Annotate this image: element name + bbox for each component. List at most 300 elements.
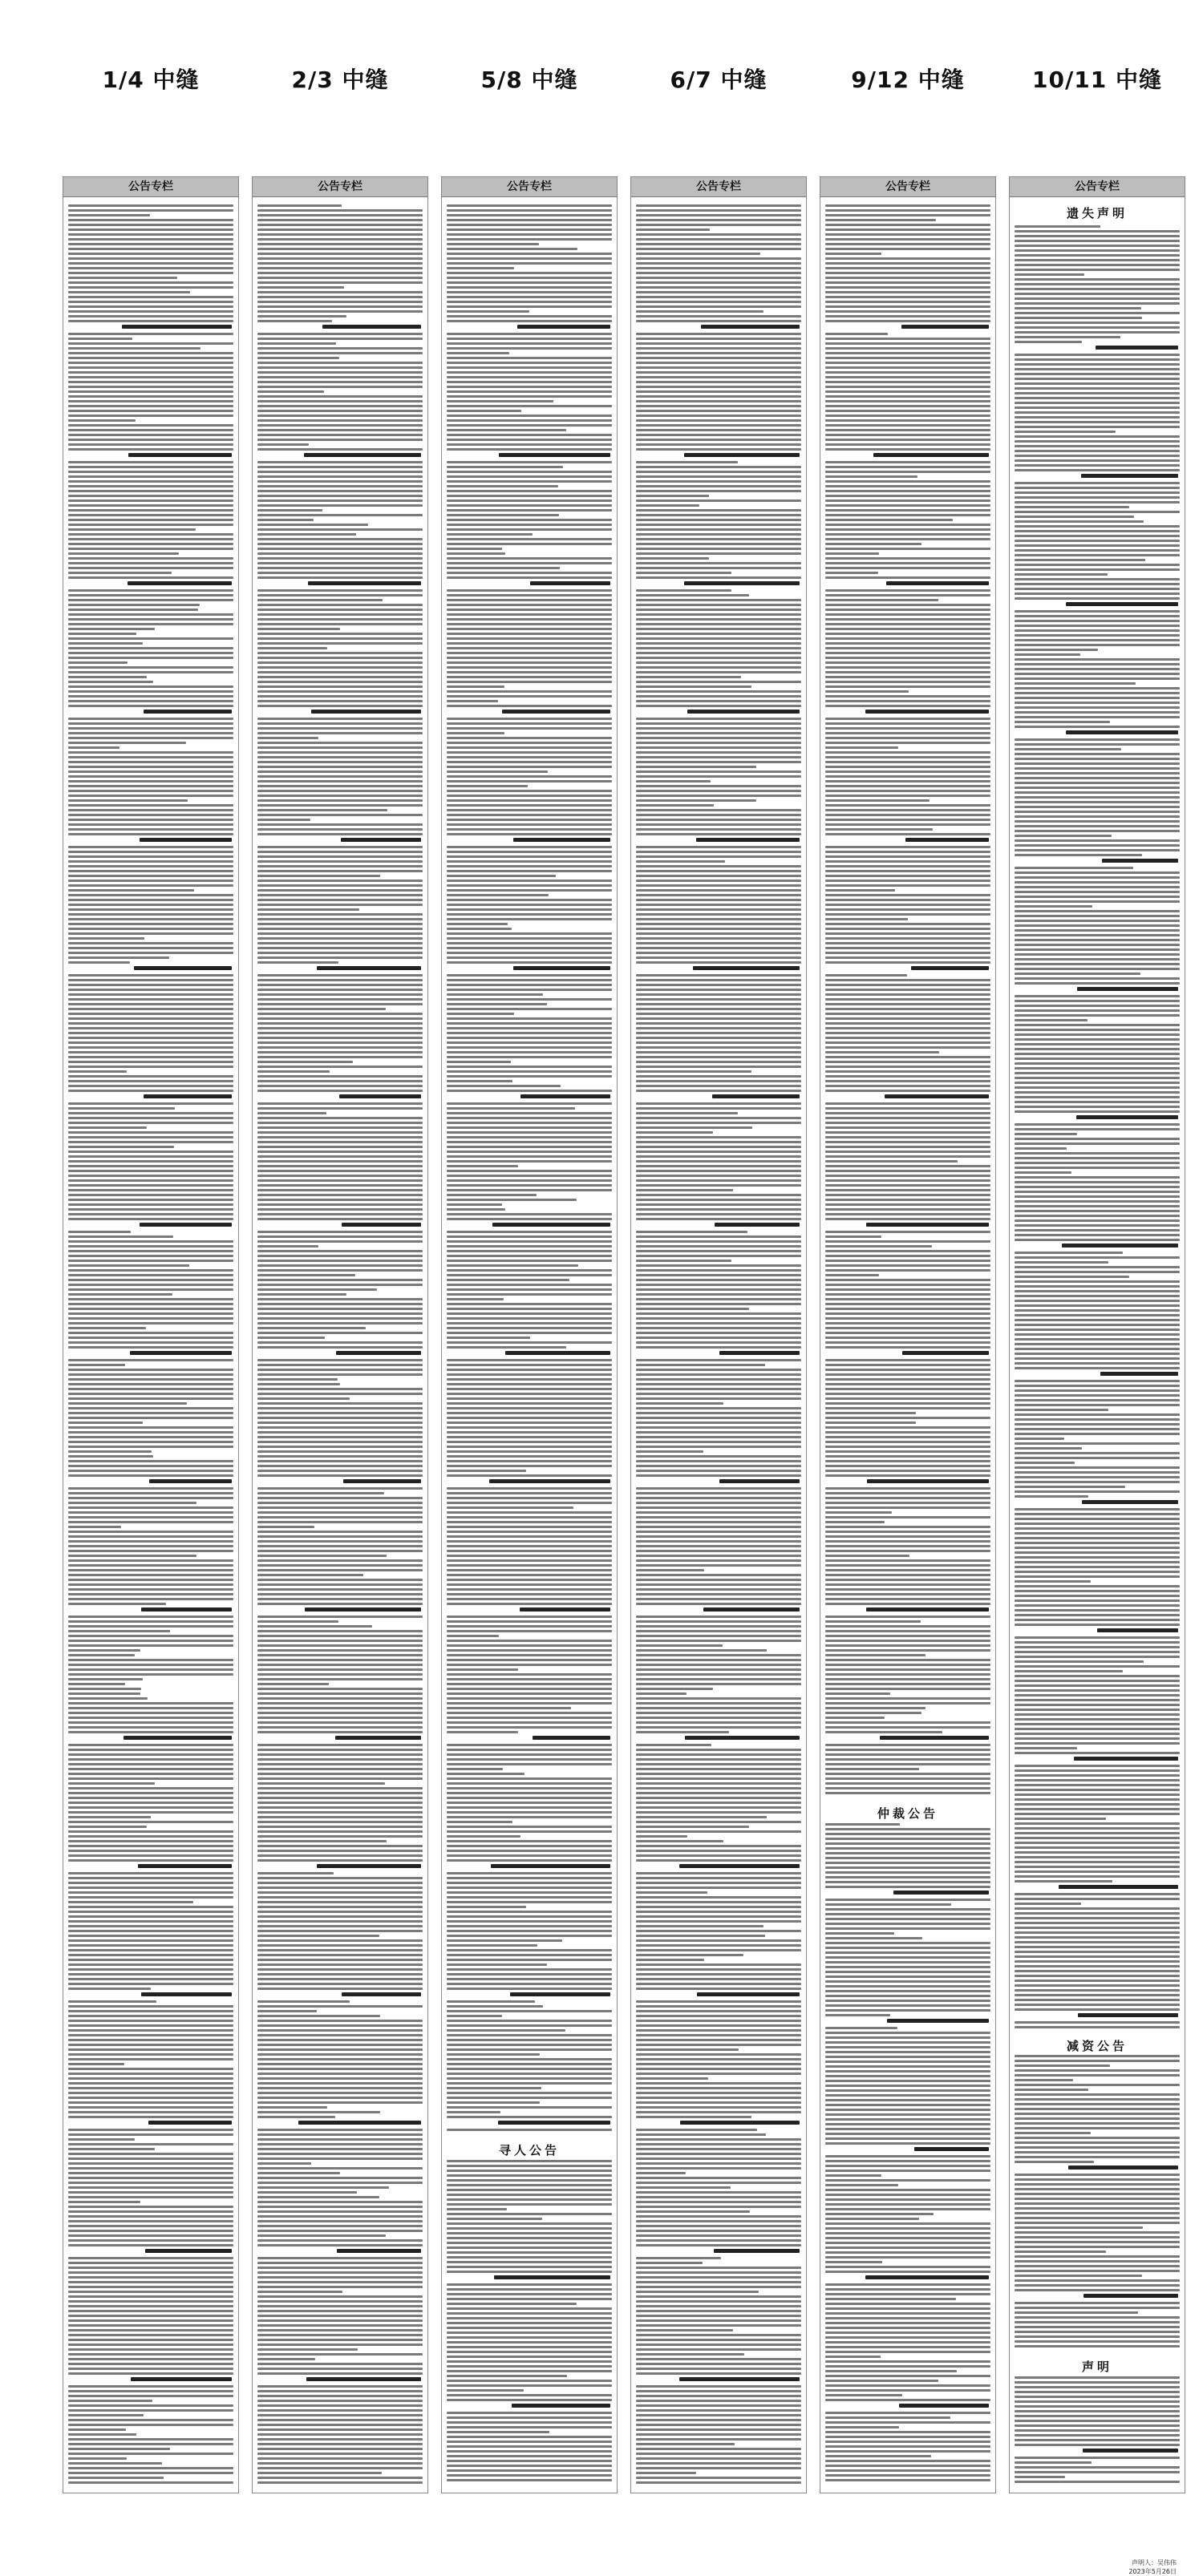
text-line [1015,1513,1180,1515]
text-line [447,1988,612,1990]
text-line [636,2390,801,2392]
text-line [636,448,801,451]
text-line [636,490,801,492]
text-line [447,2455,612,2457]
text-line [257,875,380,877]
text-line [68,1107,175,1110]
text-line [1015,1033,1180,1036]
text-line [636,722,801,725]
text-line [1015,2236,1180,2238]
text-line [68,2438,233,2441]
text-line [825,1022,990,1025]
text-line [636,1988,801,1990]
text-line [257,1678,423,1680]
text-line [636,557,709,560]
text-line [1015,511,1180,513]
text-line [636,499,801,502]
text-line [825,2303,990,2305]
text-line [825,833,990,835]
text-line [636,1555,801,1557]
text-line [257,2329,423,2331]
text-line [447,1194,537,1196]
text-line [447,1388,612,1390]
text-line [68,705,233,707]
notice-heading-mark [684,453,800,457]
text-line [447,1920,612,1923]
text-line [825,2060,990,2063]
text-line [636,1117,801,1119]
text-line [1015,1665,1180,1668]
text-line [636,2400,801,2402]
text-line [636,1264,801,1267]
text-line [257,676,423,678]
text-line [825,809,990,811]
text-line [1015,706,1180,709]
text-line [636,434,801,436]
text-line [447,1160,612,1163]
notice-heading-mark [714,2249,800,2253]
text-line [636,855,801,858]
text-line [68,1126,147,1129]
text-line [257,2300,423,2303]
text-line [257,1165,423,1167]
text-line [257,1978,423,1980]
text-line [68,214,150,216]
text-line [636,1061,801,1063]
text-line [636,376,801,378]
text-line [1015,1224,1180,1227]
text-line [1015,2055,1180,2057]
text-line [257,410,423,412]
text-line [1015,1304,1180,1307]
text-line [825,2203,990,2206]
text-line [636,1930,801,1932]
text-line [825,932,990,935]
notice-heading-mark [502,710,610,714]
text-line [68,1426,233,1429]
text-line [1015,1385,1180,1387]
text-line [636,961,801,964]
text-line [1015,1271,1180,1273]
text-line [257,1773,423,1775]
text-line [1015,496,1180,499]
text-line [825,291,990,293]
text-line [1015,2064,1110,2067]
text-line [1015,331,1180,334]
text-line [636,770,801,773]
text-line [1015,2444,1180,2446]
text-line [825,1373,990,1376]
notice-heading-mark [128,581,232,585]
text-line [636,1393,801,1395]
text-line [1015,2307,1180,2309]
text-line [257,381,423,383]
text-line [1015,2198,1180,2200]
text-line [68,1816,151,1818]
text-line [447,908,612,911]
text-line [257,2310,423,2312]
text-line [447,2227,612,2230]
text-line [825,1155,990,1158]
text-line [257,371,423,374]
text-line [825,461,990,463]
text-line [68,471,233,473]
text-line [447,1792,612,1794]
text-line [68,2138,135,2141]
text-line [1015,787,1180,789]
text-line [447,1141,612,1143]
text-line [68,974,233,977]
text-line [447,828,612,831]
text-line [68,2143,233,2145]
text-line [68,2191,233,2194]
text-line [636,823,801,826]
text-line [257,2177,423,2179]
text-line [257,209,423,212]
text-line [257,1845,423,1847]
text-line [825,1364,990,1366]
text-line [68,272,233,274]
text-line [68,1797,233,1799]
text-line [257,1749,423,1751]
text-line [257,880,423,882]
text-line [447,1041,612,1044]
text-line [447,1654,612,1656]
text-line [447,737,612,739]
text-line [68,937,144,940]
text-line [825,2317,990,2319]
text-line [636,1877,801,1879]
text-line [68,904,233,906]
text-line [636,471,801,473]
text-line [68,894,233,896]
text-line [636,2271,801,2274]
notice-heading-mark [122,325,232,329]
text-line [447,2232,612,2234]
text-line [447,637,612,640]
text-line [257,1421,423,1424]
text-line [636,2177,801,2179]
text-line [257,1308,423,1310]
text-line [1015,839,1180,842]
text-line [68,1872,233,1874]
text-line [257,2424,423,2426]
text-line [1015,1457,1180,1459]
notice-heading-mark [911,966,989,970]
text-line [825,1417,990,1419]
text-line [825,846,990,848]
text-line [1015,2069,1180,2072]
text-line [447,1203,502,1206]
text-line [825,1535,990,1538]
text-line [68,1264,189,1267]
text-line [68,415,233,417]
text-line [825,904,990,906]
text-line [257,1155,423,1158]
text-line [257,1264,423,1267]
text-line [447,1640,612,1642]
text-line [447,1346,566,1349]
text-line [257,509,322,512]
text-line [447,1559,612,1562]
text-line [1015,610,1180,613]
text-line [68,766,233,768]
text-line [68,1066,233,1068]
text-line [1015,2381,1180,2384]
text-line [447,1579,612,1581]
text-line [257,272,423,274]
text-line [825,2123,990,2125]
text-line [1015,1675,1180,1677]
text-line [68,1555,196,1557]
text-line [447,613,612,616]
text-line [825,1777,990,1780]
text-line [636,1412,801,1414]
text-line [825,301,990,303]
text-line [68,2481,233,2484]
text-line [68,1308,233,1310]
text-line [68,809,233,811]
text-line [825,1260,990,1262]
text-line [257,1412,423,1414]
text-line [257,1640,423,1642]
text-line [257,1208,423,1211]
text-line [68,1625,233,1628]
text-line [447,296,612,298]
text-line [68,1402,187,1405]
text-line [257,262,423,265]
text-line [825,2137,990,2140]
text-line [68,1702,233,1705]
text-line [68,1269,233,1272]
text-line [447,609,612,611]
text-line [1015,1912,1180,1915]
text-line [825,224,990,226]
text-line [257,1436,423,1438]
text-line [257,819,310,821]
text-line [257,937,423,940]
text-line [447,1293,612,1296]
text-line [68,376,233,378]
text-line [68,790,233,792]
text-line [68,1008,233,1010]
text-line [257,1830,423,1833]
text-line [68,737,233,739]
text-line [636,1165,801,1167]
text-line [447,557,612,560]
text-line [447,1935,612,1937]
text-line [825,2165,990,2167]
text-line [636,1317,801,1320]
text-line [636,1569,704,1571]
text-line [825,2283,990,2286]
text-line [636,1383,801,1385]
text-line [1015,2008,1180,2011]
text-line [1015,583,1180,585]
text-line [68,952,233,954]
text-line [257,671,423,673]
text-line [447,362,612,364]
text-line [1015,1409,1108,1411]
text-line [447,2317,612,2319]
text-line [1015,1043,1180,1045]
text-line [447,1777,612,1780]
notice-heading-mark [1059,1885,1178,1889]
text-line [636,1707,801,1709]
text-line [825,993,990,996]
text-line [636,913,801,916]
text-line [636,1274,801,1276]
text-line [447,2412,612,2414]
text-line [1015,796,1180,799]
text-line [636,1896,801,1899]
text-line [257,804,423,807]
text-line [636,2024,801,2027]
text-line [447,1753,612,1756]
text-line [825,2189,990,2191]
text-line [68,1199,233,1201]
text-line [1015,2231,1180,2234]
text-line [68,480,233,483]
text-line [257,2201,423,2203]
text-line [257,993,423,996]
notice-heading-mark [902,1351,989,1355]
text-line [825,2426,899,2428]
text-line [68,732,233,734]
text-line [825,2242,990,2244]
text-line [825,2041,990,2044]
text-line [447,937,612,940]
text-line [257,305,423,308]
text-line [68,1526,121,1528]
text-line [257,1620,338,1623]
text-line [1015,568,1180,571]
text-line [447,1526,612,1528]
text-line [257,1915,423,1918]
text-line [1015,1423,1180,1425]
text-line [636,2467,801,2469]
text-line [825,1937,922,1939]
text-line [68,833,233,835]
text-line [257,2239,423,2242]
text-line [636,860,725,863]
text-line [68,1017,233,1020]
text-line [825,609,990,611]
text-line [257,2257,423,2259]
text-line [447,1421,612,1424]
text-line [825,1383,990,1385]
text-line [447,1288,612,1291]
text-line [447,1426,612,1429]
text-line [1015,2141,1180,2144]
text-line [447,1944,537,1947]
text-line [447,2015,502,2017]
text-line [68,1753,233,1756]
text-line [257,865,423,867]
notice-column-box [441,176,618,2493]
text-line [1015,2004,1180,2006]
text-line [68,746,119,749]
text-line [257,1056,423,1058]
text-line [257,1949,423,1951]
text-line [1015,2429,1180,2432]
text-line [636,1203,801,1206]
text-line [636,1474,801,1477]
text-line [257,471,423,473]
text-line [447,2479,612,2481]
text-line [825,2351,990,2353]
text-line [1015,1595,1180,1597]
text-line [636,466,801,468]
text-line [1015,1171,1071,1174]
text-line [825,1932,894,1935]
text-line [257,661,423,664]
text-line [636,366,801,369]
text-line [447,1797,612,1799]
text-line [447,1659,612,1661]
text-line [1015,2466,1180,2469]
text-line [257,604,423,606]
text-line [447,204,612,207]
text-line [447,1240,612,1243]
text-line [68,1231,131,1233]
text-line [825,1598,990,1600]
text-line [825,2479,990,2481]
text-line [825,1555,909,1557]
text-line [68,2082,233,2085]
text-line [636,347,801,350]
text-line [447,1208,505,1211]
text-line [1015,1057,1180,1060]
text-line [636,1925,764,1927]
text-line [257,1753,423,1756]
text-line [825,1170,990,1172]
text-line [1015,402,1180,404]
text-line [447,2194,612,2196]
text-line [447,1826,612,1828]
text-line [1015,1266,1180,1268]
notice-heading-mark [1102,859,1178,863]
text-line [257,2281,423,2283]
text-line [1015,1110,1180,1113]
text-line [1015,1646,1180,1648]
text-line [825,2080,990,2082]
text-line [257,1075,423,1078]
text-line [447,315,612,317]
text-line [257,2414,423,2416]
text-line [825,238,990,241]
text-line [636,1574,801,1576]
text-line [68,637,233,640]
text-line [68,1175,233,1177]
text-line [1015,673,1180,675]
text-line [68,700,233,702]
text-line [68,257,233,260]
text-line [447,1056,612,1058]
text-line [257,961,338,964]
text-line [825,1184,990,1187]
text-line [825,552,879,555]
text-line [1015,886,1180,888]
text-line [257,1896,423,1899]
text-line [447,2170,612,2172]
text-line [825,410,990,412]
text-line [447,633,612,635]
text-line [447,1930,612,1932]
text-line [636,352,801,354]
text-line [257,1393,423,1395]
text-line [636,1308,749,1310]
